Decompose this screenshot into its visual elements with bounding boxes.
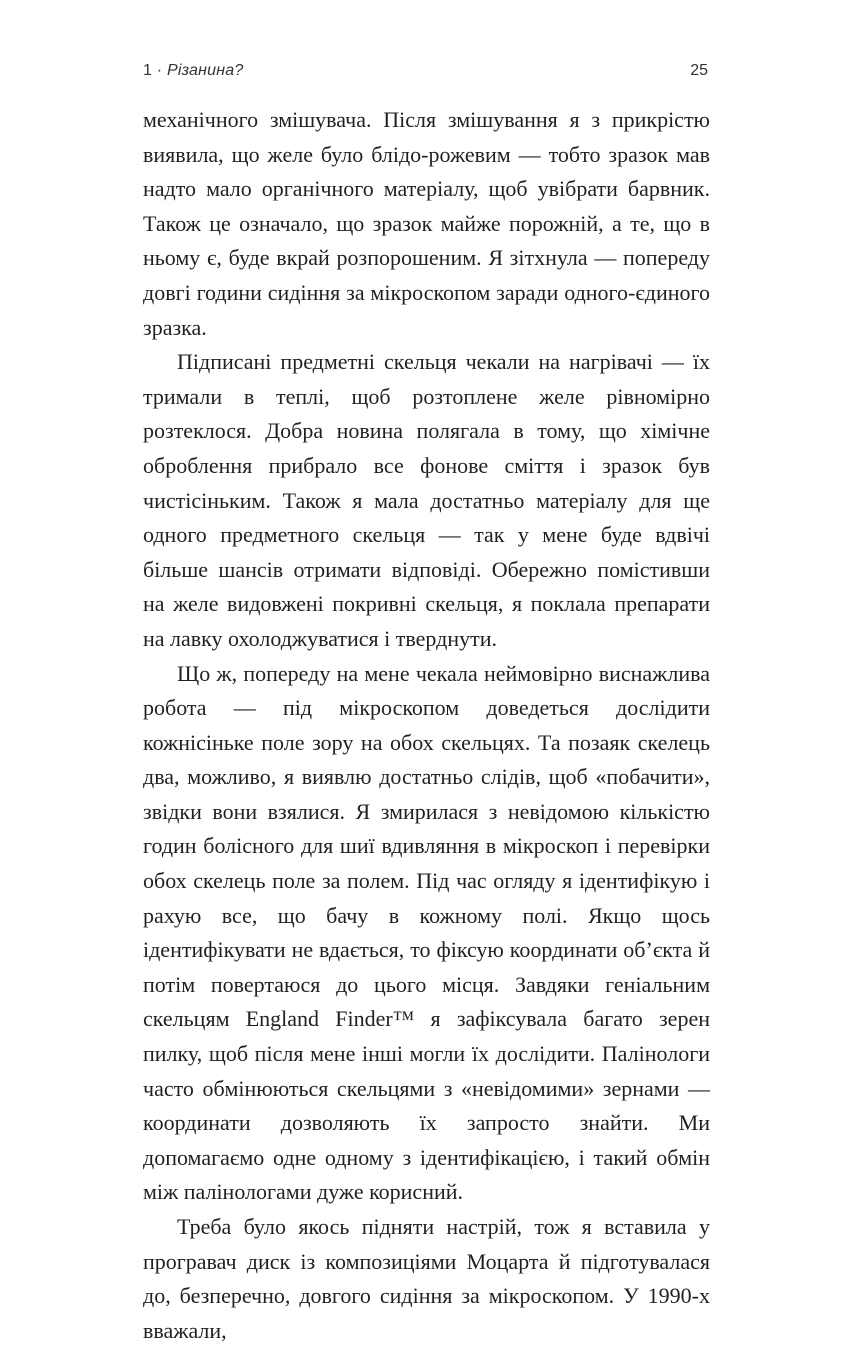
chapter-title: Різанина? bbox=[166, 62, 244, 79]
chapter-number: 1 bbox=[143, 62, 153, 79]
body-text bbox=[143, 103, 710, 1348]
paragraph-continued: механічного змішувача. Після змішування я з прикрістю виявила, що желе було блідо-рожевим — тобто зразок мав надто мало органічного матеріалу, щоб увібрати барвник. Також це означало, що зразок майже порожній, а те, що в ньому є, буде вкрай розпорошеним. Я зітхнула — попереду довгі години сидіння за мікроскопом заради одного-єдиного зразка. bbox=[143, 107, 710, 340]
chapter-separator: · bbox=[156, 62, 163, 79]
paragraph: Підписані предметні скельця чекали на нагрівачі — їх тримали в теплі, щоб розтоплене желе рівномірно розтеклося. Добра новина полягала в тому, що хімічне оброблення прибрало все фонове сміття і зразок був чистісіньким. Також я мала достатньо матеріалу для ще одного предметного скельця — так у мене буде вдвічі більше шансів отримати відповіді. Обережно помістивши на желе видовжені покривні скельця, я поклала препарати на лавку охолоджуватися і тверднути. bbox=[143, 349, 710, 651]
paragraph: Що ж, попереду на мене чекала неймовірно виснажлива робота — під мікроскопом доведеться дослідити кожнісіньке поле зору на обох скельцях. Та позаяк скелець два, можливо, я виявлю достатньо слідів, щоб «побачити», звідки вони взялися. Я змирилася з невідомою кількістю годин болісного для шиї вдивляння в мікроскоп і перевірки обох скелець поле за полем. Під час огляду я ідентифікую і рахую все, що бачу в кожному полі. Якщо щось ідентифікувати не вдається, то фіксую координати об’єкта й потім повертаюся до цього місця. Завдяки геніальним скельцям England Finder™ я зафіксувала багато зерен пилку, щоб після мене інші могли їх дослідити. Палінологи часто обмінюються скельцями з «невідомими» зернами — координати дозволяють їх запросто знайти. Ми допомагаємо одне одному з ідентифікацією, і такий обмін між палінологами дуже корисний. bbox=[143, 660, 710, 1205]
page-number: 25 bbox=[690, 62, 708, 79]
paragraph: Треба було якось підняти настрій, тож я вставила у програвач диск із композиціями Моцарта й підготувалася до, безперечно, довгого сидіння за мікроскопом. У 1990-х вважали, bbox=[143, 1214, 710, 1343]
running-head bbox=[143, 62, 710, 88]
chapter-heading bbox=[143, 62, 243, 80]
